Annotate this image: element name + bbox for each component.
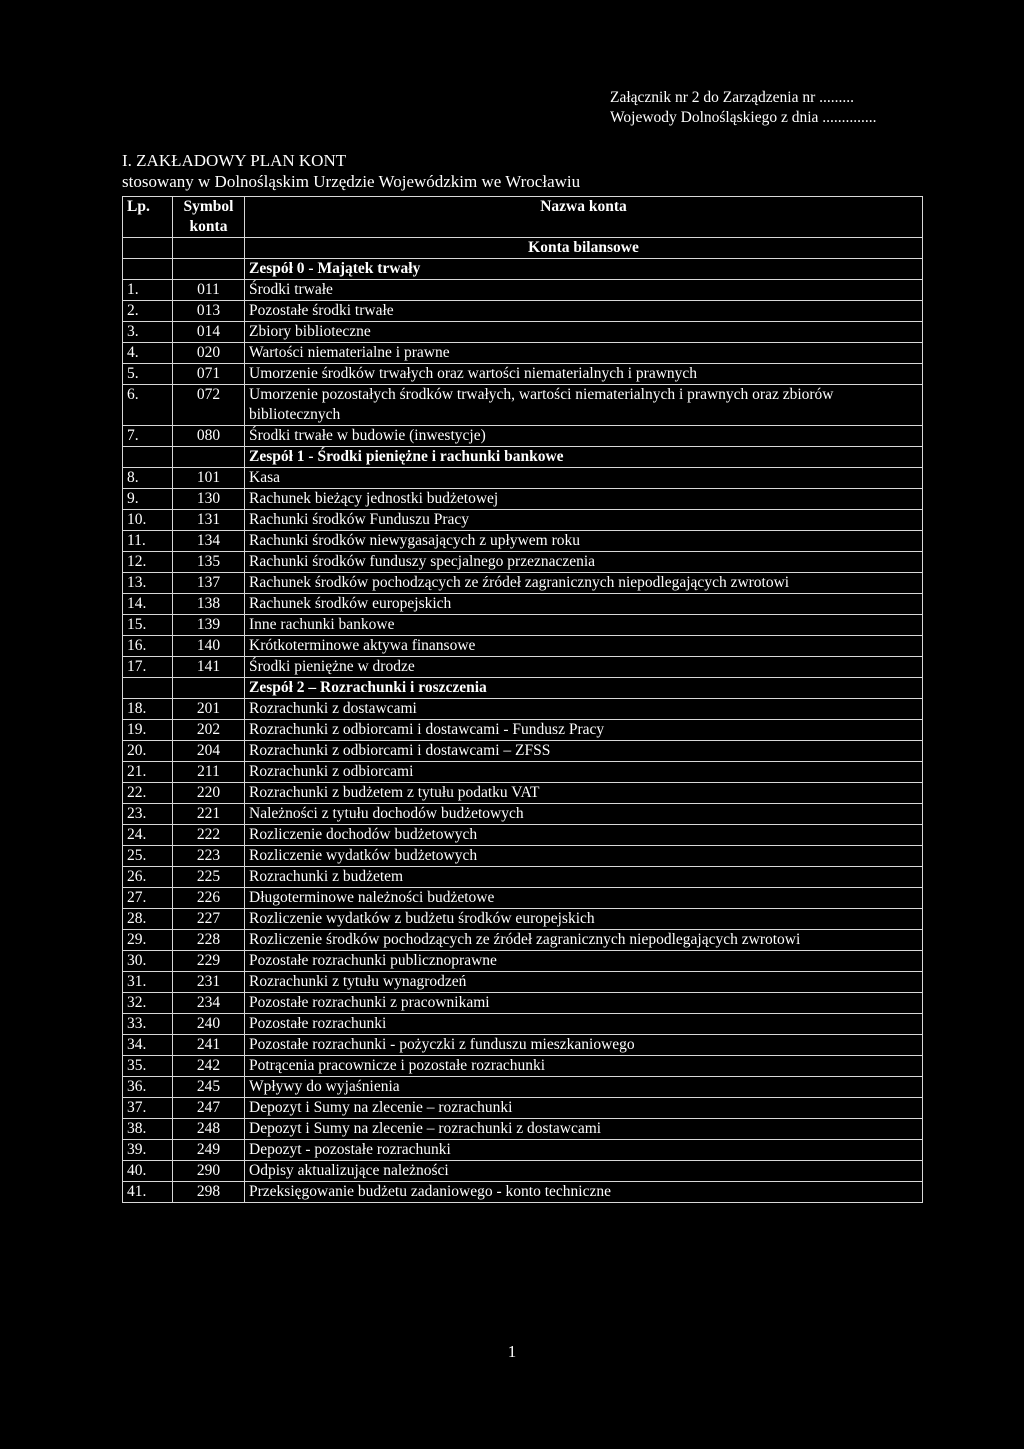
row-lp: 21. (123, 762, 173, 783)
row-account-name: Pozostałe rozrachunki z pracownikami (245, 993, 923, 1014)
header-symbol: Symbol konta (173, 197, 245, 238)
row-lp: 40. (123, 1161, 173, 1182)
table-row (123, 1182, 923, 1203)
row-symbol: 072 (173, 385, 245, 426)
attachment-note-line2: Wojewody Dolnośląskiego z dnia .............. (610, 109, 877, 126)
row-account-name: Rozrachunki z odbiorcami (245, 762, 923, 783)
table-row (123, 1161, 923, 1182)
table-row (123, 1035, 923, 1056)
row-account-name: Pozostałe rozrachunki (245, 1014, 923, 1035)
row-lp: 41. (123, 1182, 173, 1203)
row-lp: 3. (123, 322, 173, 343)
row-lp: 11. (123, 531, 173, 552)
row-account-name: Rozrachunki z budżetem (245, 867, 923, 888)
row-lp: 33. (123, 1014, 173, 1035)
row-lp: 20. (123, 741, 173, 762)
row-symbol: 071 (173, 364, 245, 385)
row-account-name: Rozrachunki z tytułu wynagrodzeń (245, 972, 923, 993)
row-symbol: 225 (173, 867, 245, 888)
row-symbol: 202 (173, 720, 245, 741)
table-row (123, 972, 923, 993)
row-account-name: Rozrachunki z budżetem z tytułu podatku VAT (245, 783, 923, 804)
row-lp: 39. (123, 1140, 173, 1161)
table-row (123, 426, 923, 447)
row-symbol: 211 (173, 762, 245, 783)
row-account-name: Umorzenie pozostałych środków trwałych, wartości niematerialnych i prawnych oraz zbiorów bibliotecznych (245, 385, 923, 426)
table-row (123, 1140, 923, 1161)
row-account-name: Zbiory biblioteczne (245, 322, 923, 343)
row-account-name: Należności z tytułu dochodów budżetowych (245, 804, 923, 825)
table-header-row (123, 197, 923, 238)
row-account-name: Rozrachunki z odbiorcami i dostawcami - Fundusz Pracy (245, 720, 923, 741)
section-row-bilansowe (123, 238, 923, 259)
table-row (123, 615, 923, 636)
row-account-name: Pozostałe rozrachunki publicznoprawne (245, 951, 923, 972)
row-account-name: Rozliczenie wydatków budżetowych (245, 846, 923, 867)
row-lp: 14. (123, 594, 173, 615)
table-row (123, 930, 923, 951)
group-title: Zespół 1 - Środki pieniężne i rachunki bankowe (245, 447, 923, 468)
row-lp: 10. (123, 510, 173, 531)
row-account-name: Rozliczenie wydatków z budżetu środków europejskich (245, 909, 923, 930)
row-symbol: 240 (173, 1014, 245, 1035)
table-row (123, 322, 923, 343)
table-row (123, 909, 923, 930)
row-lp: 27. (123, 888, 173, 909)
row-account-name: Przeksięgowanie budżetu zadaniowego - konto techniczne (245, 1182, 923, 1203)
header-name: Nazwa konta (245, 197, 923, 238)
row-account-name: Rachunek bieżący jednostki budżetowej (245, 489, 923, 510)
row-lp: 12. (123, 552, 173, 573)
row-symbol: 223 (173, 846, 245, 867)
table-row (123, 1077, 923, 1098)
row-account-name: Depozyt - pozostałe rozrachunki (245, 1140, 923, 1161)
document-subtitle: stosowany w Dolnośląskim Urzędzie Wojewódzkim we Wrocławiu (122, 172, 581, 191)
row-symbol: 221 (173, 804, 245, 825)
row-lp: 19. (123, 720, 173, 741)
row-symbol: 249 (173, 1140, 245, 1161)
row-symbol: 137 (173, 573, 245, 594)
row-account-name: Pozostałe rozrachunki - pożyczki z funduszu mieszkaniowego (245, 1035, 923, 1056)
row-lp: 28. (123, 909, 173, 930)
row-symbol: 298 (173, 1182, 245, 1203)
row-account-name: Odpisy aktualizujące należności (245, 1161, 923, 1182)
row-lp: 4. (123, 343, 173, 364)
table-row (123, 531, 923, 552)
row-account-name: Rachunek środków europejskich (245, 594, 923, 615)
table-row (123, 343, 923, 364)
row-account-name: Wpływy do wyjaśnienia (245, 1077, 923, 1098)
row-symbol: 014 (173, 322, 245, 343)
table-row (123, 573, 923, 594)
table-row (123, 364, 923, 385)
row-symbol: 241 (173, 1035, 245, 1056)
row-symbol: 220 (173, 783, 245, 804)
table-row (123, 489, 923, 510)
row-symbol: 141 (173, 657, 245, 678)
row-symbol: 134 (173, 531, 245, 552)
row-account-name: Rachunki środków niewygasających z upływem roku (245, 531, 923, 552)
table-row (123, 1014, 923, 1035)
row-symbol: 011 (173, 280, 245, 301)
row-symbol: 204 (173, 741, 245, 762)
row-lp: 31. (123, 972, 173, 993)
row-account-name: Umorzenie środków trwałych oraz wartości niematerialnych i prawnych (245, 364, 923, 385)
table-row (123, 468, 923, 489)
row-lp: 26. (123, 867, 173, 888)
row-account-name: Potrącenia pracownicze i pozostałe rozrachunki (245, 1056, 923, 1077)
row-account-name: Rozliczenie dochodów budżetowych (245, 825, 923, 846)
row-lp: 25. (123, 846, 173, 867)
row-lp: 30. (123, 951, 173, 972)
table-row (123, 280, 923, 301)
row-account-name: Środki trwałe (245, 280, 923, 301)
row-symbol: 131 (173, 510, 245, 531)
row-lp: 8. (123, 468, 173, 489)
group-title-row (123, 259, 923, 280)
row-symbol: 130 (173, 489, 245, 510)
row-lp: 35. (123, 1056, 173, 1077)
table-row (123, 594, 923, 615)
row-symbol: 135 (173, 552, 245, 573)
row-lp: 9. (123, 489, 173, 510)
header-lp: Lp. (123, 197, 173, 238)
group-title-row (123, 447, 923, 468)
row-symbol: 242 (173, 1056, 245, 1077)
row-symbol: 013 (173, 301, 245, 322)
table-row (123, 301, 923, 322)
row-lp: 13. (123, 573, 173, 594)
row-account-name: Kasa (245, 468, 923, 489)
section-label: Konta bilansowe (245, 238, 923, 259)
row-account-name: Krótkoterminowe aktywa finansowe (245, 636, 923, 657)
row-account-name: Rachunki środków Funduszu Pracy (245, 510, 923, 531)
row-symbol: 228 (173, 930, 245, 951)
row-lp: 18. (123, 699, 173, 720)
row-symbol: 248 (173, 1119, 245, 1140)
table-row (123, 762, 923, 783)
table-row (123, 657, 923, 678)
row-account-name: Środki trwałe w budowie (inwestycje) (245, 426, 923, 447)
row-symbol: 139 (173, 615, 245, 636)
table-row (123, 385, 923, 426)
row-lp: 7. (123, 426, 173, 447)
row-symbol: 231 (173, 972, 245, 993)
row-lp: 29. (123, 930, 173, 951)
row-symbol: 020 (173, 343, 245, 364)
row-symbol: 138 (173, 594, 245, 615)
table-row (123, 1056, 923, 1077)
row-account-name: Depozyt i Sumy na zlecenie – rozrachunki z dostawcami (245, 1119, 923, 1140)
row-symbol: 226 (173, 888, 245, 909)
row-lp: 32. (123, 993, 173, 1014)
table-row (123, 720, 923, 741)
table-row (123, 993, 923, 1014)
row-symbol: 227 (173, 909, 245, 930)
attachment-note (610, 88, 1010, 128)
row-account-name: Rachunek środków pochodzących ze źródeł zagranicznych niepodlegających zwrotowi (245, 573, 923, 594)
row-symbol: 201 (173, 699, 245, 720)
group-title: Zespół 0 - Majątek trwały (245, 259, 923, 280)
row-account-name: Wartości niematerialne i prawne (245, 343, 923, 364)
row-account-name: Środki pieniężne w drodze (245, 657, 923, 678)
row-lp: 37. (123, 1098, 173, 1119)
row-lp: 24. (123, 825, 173, 846)
row-symbol: 234 (173, 993, 245, 1014)
table-row (123, 867, 923, 888)
row-lp: 17. (123, 657, 173, 678)
row-account-name: Inne rachunki bankowe (245, 615, 923, 636)
row-symbol: 245 (173, 1077, 245, 1098)
table-row (123, 699, 923, 720)
row-symbol: 229 (173, 951, 245, 972)
group-title-row (123, 678, 923, 699)
row-lp: 16. (123, 636, 173, 657)
table-row (123, 846, 923, 867)
row-account-name: Depozyt i Sumy na zlecenie – rozrachunki (245, 1098, 923, 1119)
row-account-name: Rozrachunki z dostawcami (245, 699, 923, 720)
row-symbol: 101 (173, 468, 245, 489)
row-lp: 5. (123, 364, 173, 385)
row-lp: 23. (123, 804, 173, 825)
table-row (123, 888, 923, 909)
row-lp: 38. (123, 1119, 173, 1140)
row-symbol: 247 (173, 1098, 245, 1119)
table-row (123, 1098, 923, 1119)
row-account-name: Rozliczenie środków pochodzących ze źródeł zagranicznych niepodlegających zwrotowi (245, 930, 923, 951)
row-lp: 15. (123, 615, 173, 636)
table-row (123, 510, 923, 531)
row-account-name: Długoterminowe należności budżetowe (245, 888, 923, 909)
row-lp: 2. (123, 301, 173, 322)
table-row (123, 783, 923, 804)
row-lp: 34. (123, 1035, 173, 1056)
table-row (123, 825, 923, 846)
row-symbol: 080 (173, 426, 245, 447)
row-lp: 6. (123, 385, 173, 426)
table-row (123, 636, 923, 657)
row-account-name: Pozostałe środki trwałe (245, 301, 923, 322)
row-symbol: 290 (173, 1161, 245, 1182)
page-number: 1 (507, 1342, 517, 1361)
accounts-plan-table (122, 196, 923, 1203)
row-lp: 1. (123, 280, 173, 301)
table-row (123, 804, 923, 825)
row-symbol: 140 (173, 636, 245, 657)
table-row (123, 951, 923, 972)
row-symbol: 222 (173, 825, 245, 846)
attachment-note-line1: Załącznik nr 2 do Zarządzenia nr ......... (610, 89, 855, 106)
row-account-name: Rozrachunki z odbiorcami i dostawcami – ZFSS (245, 741, 923, 762)
row-lp: 36. (123, 1077, 173, 1098)
table-row (123, 741, 923, 762)
document-title: I. ZAKŁADOWY PLAN KONT (122, 151, 347, 170)
table-row (123, 1119, 923, 1140)
group-title: Zespół 2 – Rozrachunki i roszczenia (245, 678, 923, 699)
row-account-name: Rachunki środków funduszy specjalnego przeznaczenia (245, 552, 923, 573)
table-row (123, 552, 923, 573)
row-lp: 22. (123, 783, 173, 804)
